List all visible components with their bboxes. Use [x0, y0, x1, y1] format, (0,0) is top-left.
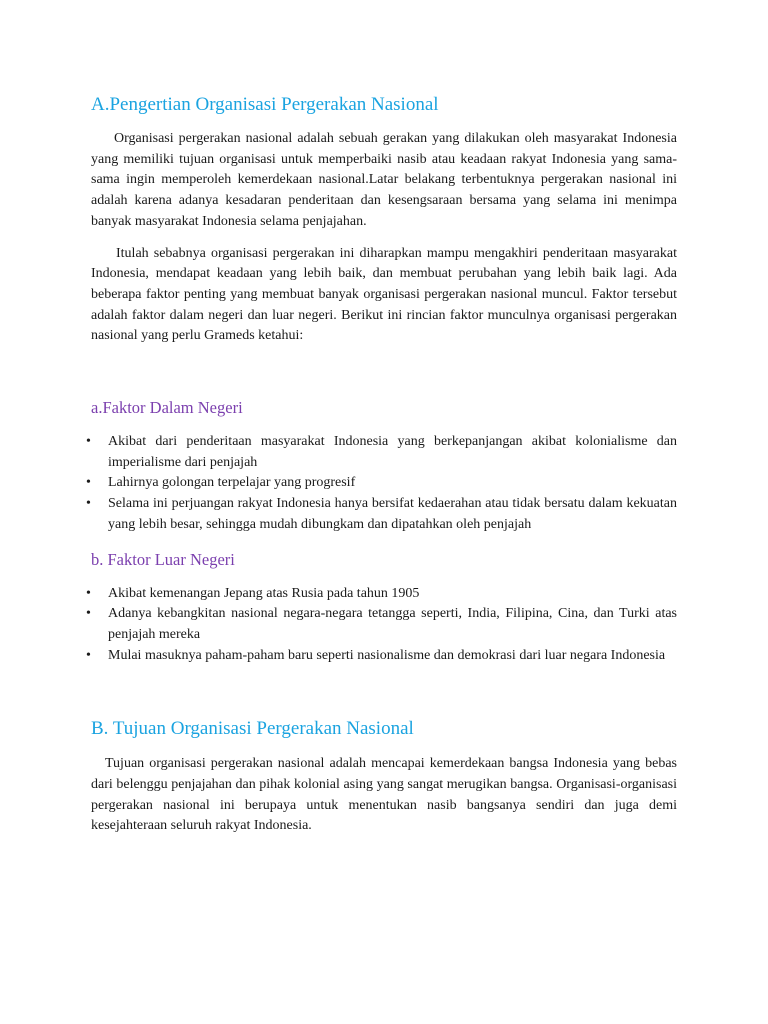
section-b-title: B. Tujuan Organisasi Pergerakan Nasional: [91, 718, 414, 740]
section-a-paragraph-2: Itulah sebabnya organisasi pergerakan ini diharapkan mampu mengakhiri penderitaan masyarakat Indonesia, mendapat keadaan yang lebih baik, dan membuat perubahan yang lebih baik lagi. Ada beberapa faktor penting yang membuat banyak organisasi pergerakan nasional muncul. Faktor tersebut adalah faktor dalam negeri dan luar negeri. Berikut ini rincian faktor munculnya organisasi pergerakan nasional yang perlu Grameds ketahui:: [91, 245, 677, 344]
list-item: [86, 604, 677, 645]
subsection-a-title: a.Faktor Dalam Negeri: [91, 398, 243, 418]
section-a-paragraph-1: Organisasi pergerakan nasional adalah sebuah gerakan yang dilakukan oleh masyarakat Indonesia yang memiliki tujuan organisasi untuk memperbaiki nasib atau keadaan rakyat Indonesia yang sama-sama ingin memperoleh kemerdekaan nasional.Latar belakang terbentuknya pergerakan nasional ini adalah karena adanya kesadaran penderitaan dan kesengsaraan bersama yang selama ini menimpa banyak masyarakat Indonesia selama penjajahan.: [91, 131, 677, 229]
list-item-text: Adanya kebangkitan nasional negara-negara tetangga seperti, India, Filipina, Cina, dan Turki atas penjajah mereka: [108, 606, 677, 642]
subsection-b-title: b. Faktor Luar Negeri: [91, 549, 235, 569]
list-item-text: Lahirnya golongan terpelajar yang progresif: [108, 475, 356, 491]
section-b-paragraph-1: Tujuan organisasi pergerakan nasional adalah mencapai kemerdekaan bangsa Indonesia yang bebas dari belenggu penjajahan dan pihak kolonial asing yang sangat merugikan bangsa. Organisasi-organisasi pergerakan nasional ini berupaya untuk menentukan nasib bangsanya sendiri dan juga demi kesejahteraan seluruh rakyat Indonesia.: [91, 756, 677, 834]
list-item: [86, 646, 677, 667]
bullet-icon: •: [86, 434, 91, 450]
list-item: [86, 432, 677, 473]
list-item: [86, 473, 677, 494]
list-item-text: Selama ini perjuangan rakyat Indonesia hanya bersifat kedaerahan atau tidak bersatu dalam kekuatan yang lebih besar, sehingga mudah dibungkam dan dipatahkan oleh penjajah: [108, 496, 677, 532]
section-a-title: A.Pengertian Organisasi Pergerakan Nasional: [91, 94, 439, 115]
faktor-dalam-negeri-list: [86, 432, 677, 536]
list-item-text: Mulai masuknya paham-paham baru seperti nasionalisme dan demokrasi dari luar negara Indonesia: [108, 647, 666, 663]
list-item-text: Akibat dari penderitaan masyarakat Indonesia yang berkepanjangan akibat kolonialisme dan imperialisme dari penjajah: [108, 434, 677, 470]
list-item: [86, 584, 677, 605]
bullet-icon: •: [86, 647, 91, 663]
bullet-icon: •: [86, 475, 91, 491]
list-item: [86, 494, 677, 535]
faktor-luar-negeri-list: [86, 584, 677, 667]
bullet-icon: •: [86, 585, 91, 601]
bullet-icon: •: [86, 496, 91, 512]
list-item-text: Akibat kemenangan Jepang atas Rusia pada tahun 1905: [108, 585, 420, 601]
bullet-icon: •: [86, 606, 91, 622]
